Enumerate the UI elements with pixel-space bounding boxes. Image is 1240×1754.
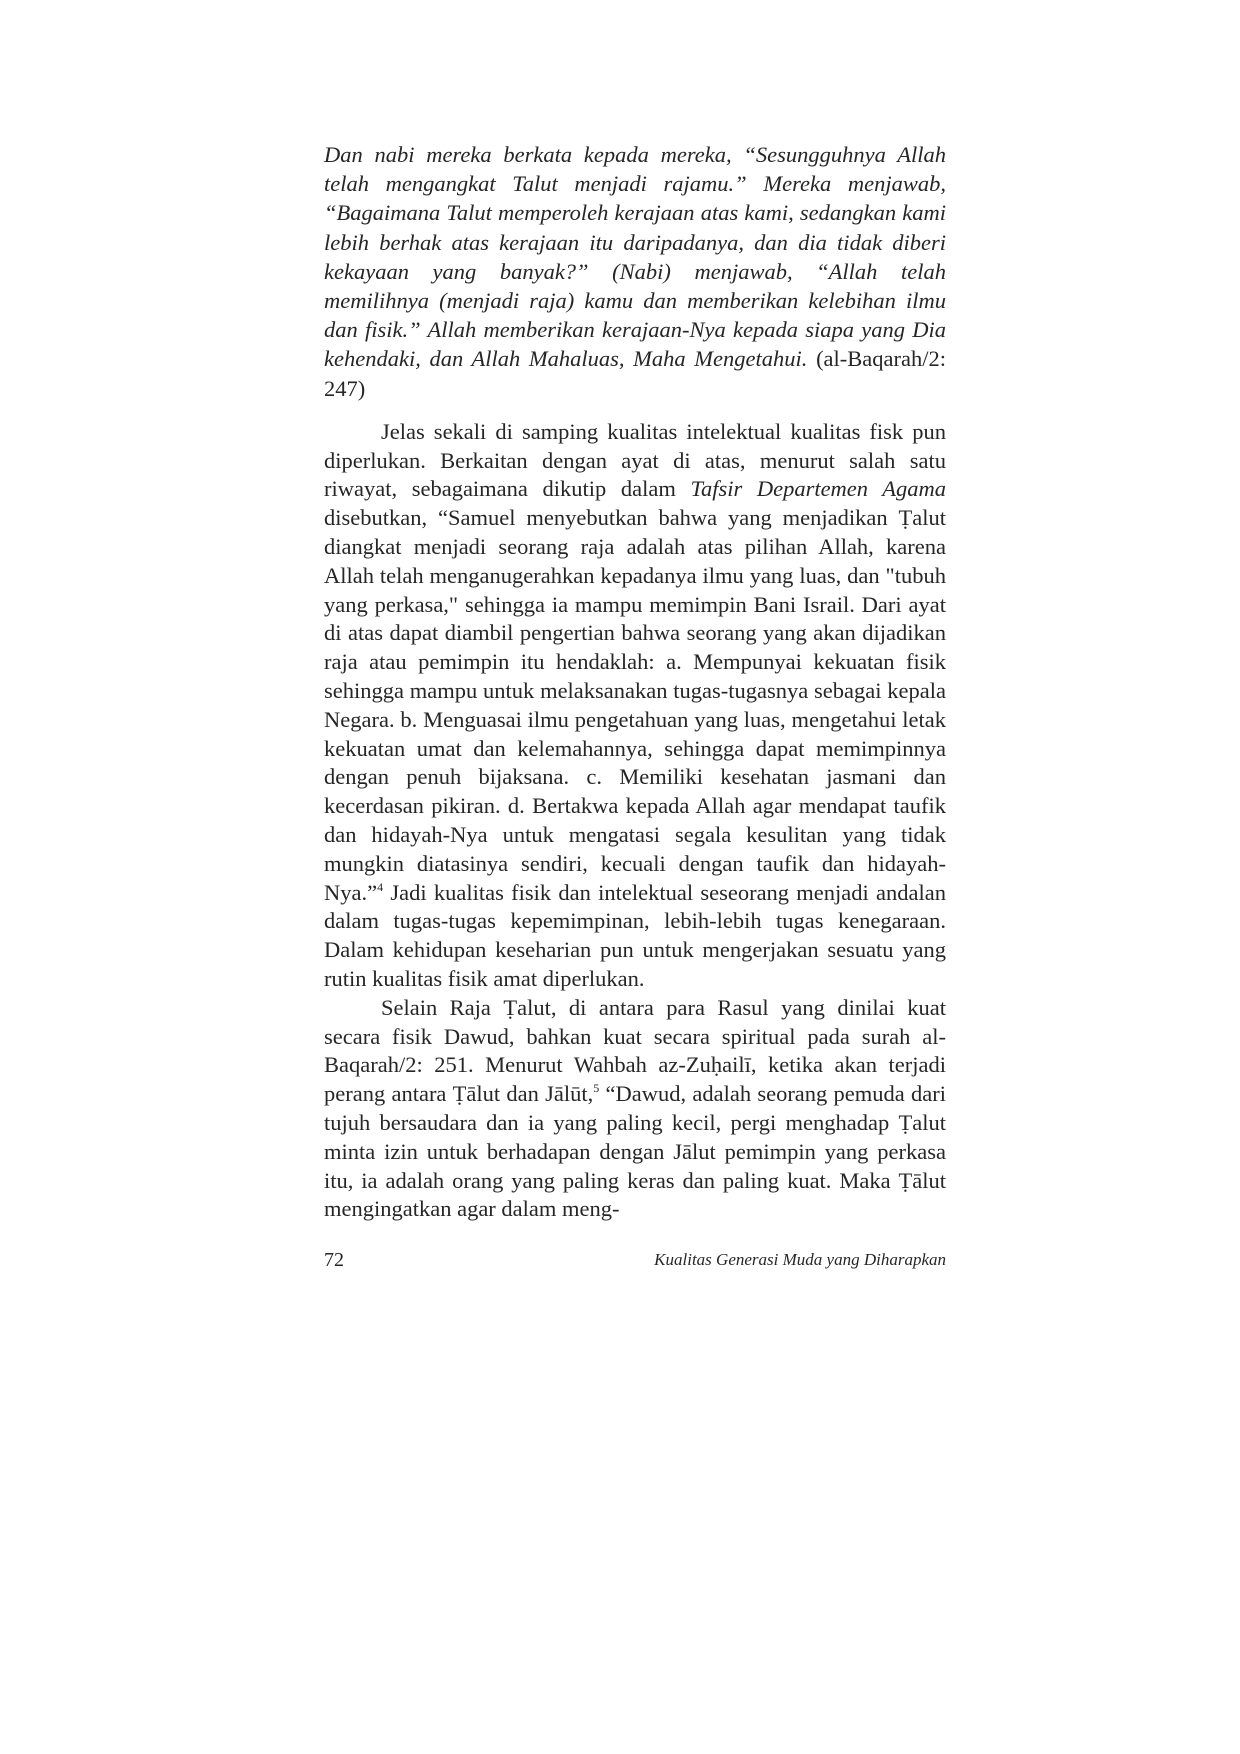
paragraph-text: Jadi kualitas fisik dan intelektual seseorang menjadi andalan dalam tugas-tugas kepemimpinan, lebih-lebih tugas kenegaraan. Dalam kehidupan keseharian pun untuk mengerjakan sesuatu yang rutin kualitas fisik amat diperlukan. [324, 879, 946, 991]
footnote-reference[interactable]: 4 [377, 879, 384, 894]
paragraph-text: Jelas sekali di samping kualitas intelektual kualitas fisk pun diperlukan. Berkaitan dengan ayat di atas, menurut salah satu riwayat, sebagaimana dikutip dalam [324, 418, 946, 502]
body-paragraph [324, 418, 946, 994]
running-title: Kualitas Generasi Muda yang Diharapkan [654, 1250, 946, 1269]
paragraph-text: disebutkan, “Samuel menyebutkan bahwa yang menjadikan Ṭalut diangkat menjadi seorang raja adalah atas pilihan Allah, karena Allah telah menganugerahkan kepadanya ilmu yang luas, dan "tubuh yang perkasa," sehingga ia mampu memimpin Bani Israil. Dari ayat di atas dapat diambil pengertian bahwa seorang yang akan dijadikan raja atau pemimpin itu hendaklah: a. Mempunyai kekuatan fisik sehingga mampu untuk melaksanakan tugas-tugasnya sebagai kepala Negara. b. Menguasai ilmu pengetahuan yang luas, mengetahui letak kekuatan umat dan kelemahannya, sehingga dapat memimpinnya dengan penuh bijaksana. c. Memiliki kesehatan jasmani dan kecerdasan pikiran. d. Bertakwa kepada Allah agar mendapat taufik dan hidayah-Nya untuk mengatasi segala kesulitan yang tidak mungkin diatasinya sendiri, kecuali dengan taufik dan hidayah-Nya.” [324, 505, 946, 905]
footnote-reference[interactable]: 5 [593, 1081, 600, 1096]
paragraph-text: “Dawud, adalah seorang pemuda dari tujuh bersaudara dan ia yang paling kecil, pergi menghadap Ṭalut minta izin untuk berhadapan dengan Jālut pemimpin yang perkasa itu, ia adalah orang yang paling keras dan paling kuat. Maka Ṭālut mengingatkan agar dalam meng- [324, 1081, 946, 1222]
book-title: Tafsir Departemen Agama [690, 476, 947, 502]
page-number: 72 [324, 1249, 344, 1271]
page-footer [324, 1249, 946, 1275]
paragraph-text: Selain Raja Ṭalut, di antara para Rasul yang dinilai kuat secara fisik Dawud, bahkan kuat secara spiritual pada surah al-Baqarah/2: 251. Menurut Wahbah az-Zuḥailī, ketika akan terjadi perang antara Ṭālut dan Jālūt, [324, 994, 946, 1107]
page-body [324, 140, 946, 1224]
quran-translation-quote [324, 140, 946, 403]
body-paragraph [324, 994, 946, 1224]
quote-reference: (al-Baqarah/2: 247) [324, 346, 946, 401]
quote-text: Dan nabi mereka berkata kepada mereka, “Sesungguhnya Allah telah mengangkat Talut menjadi rajamu.” Mereka menjawab, “Bagaimana Talut memperoleh kerajaan atas kami, sedangkan kami lebih berhak atas kerajaan itu daripadanya, dan dia tidak diberi kekayaan yang banyak?” (Nabi) menjawab, “Allah telah memilihnya (menjadi raja) kamu dan memberikan kelebihan ilmu dan fisik.” Allah memberikan kerajaan-Nya kepada siapa yang Dia kehendaki, dan Allah Mahaluas, Maha Mengetahui. [324, 142, 946, 372]
